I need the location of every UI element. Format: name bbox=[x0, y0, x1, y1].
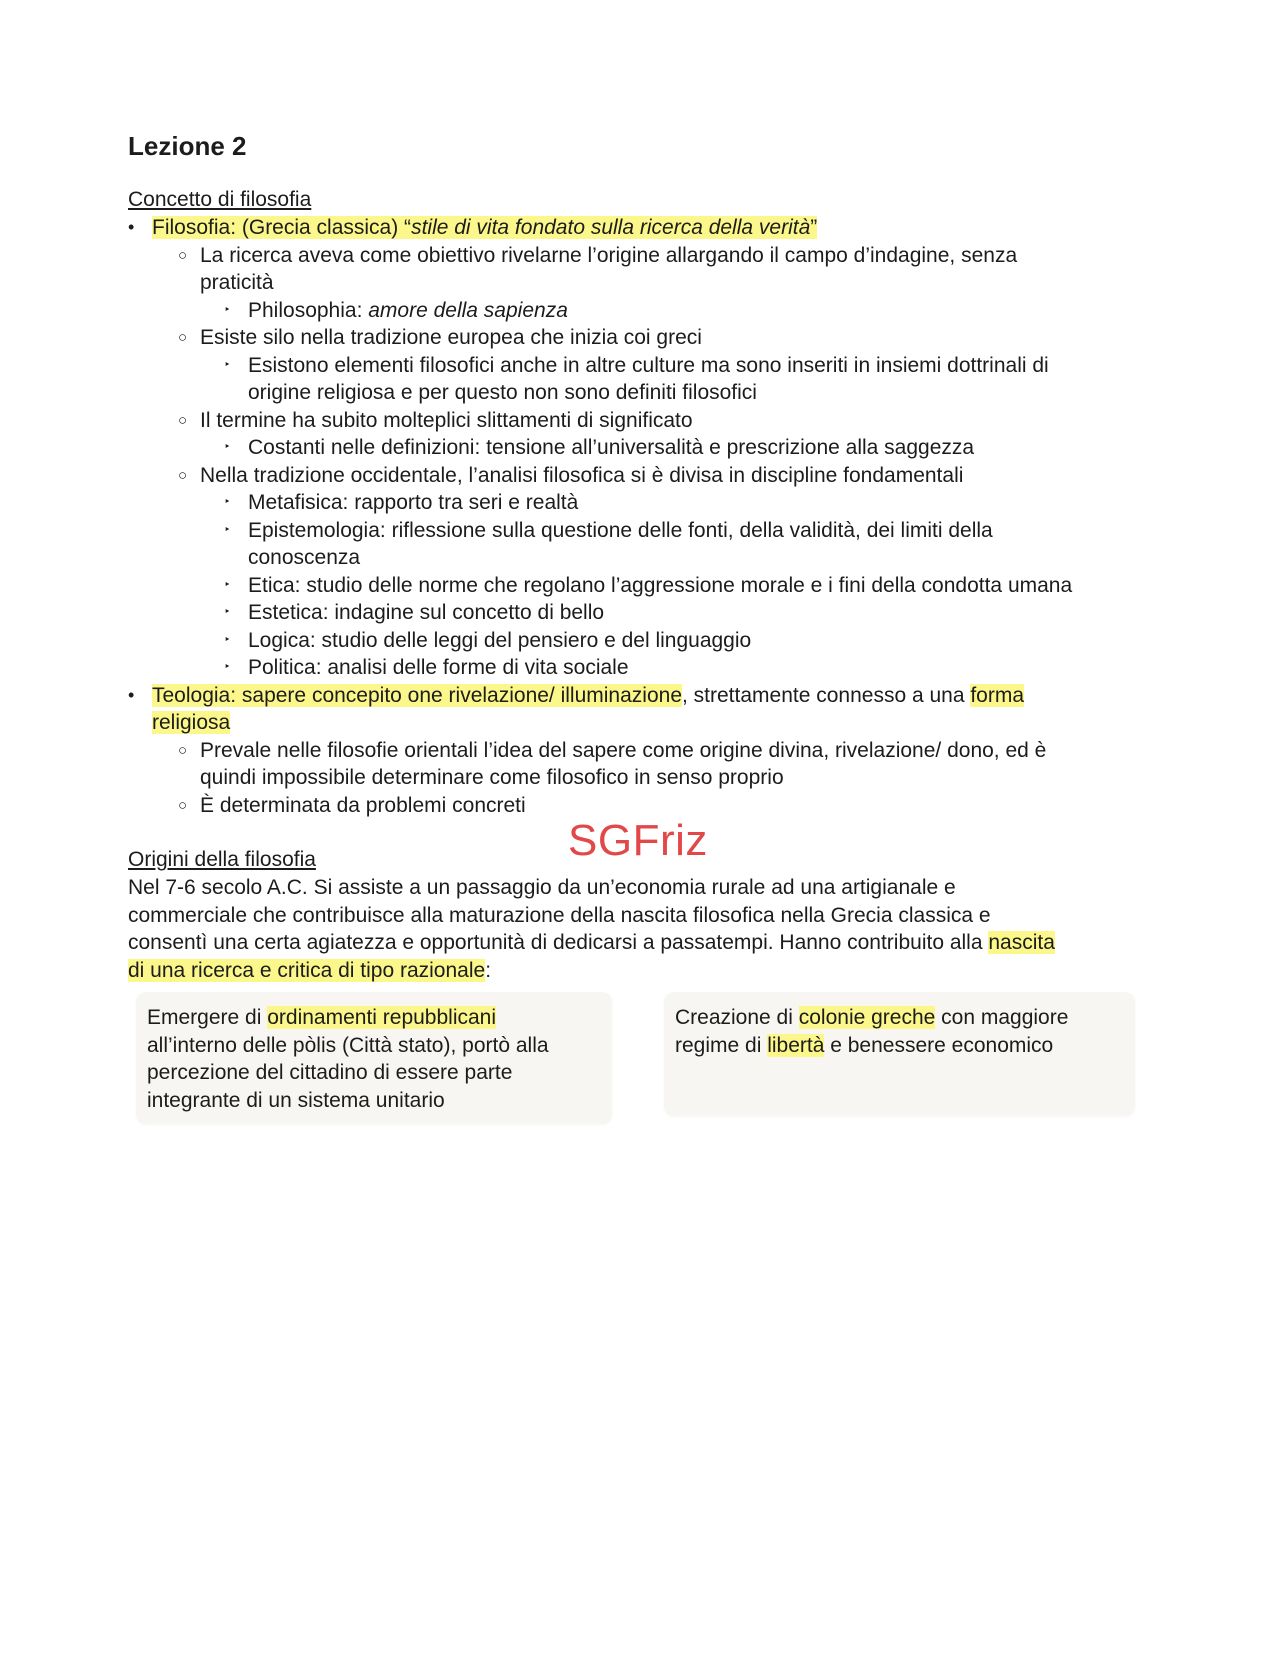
discipline-item-continuation: conoscenza bbox=[248, 546, 361, 569]
highlight: libertà bbox=[767, 1033, 825, 1057]
highlight: forma bbox=[970, 683, 1025, 707]
sub-sub-bullet-continuation: origine religiosa e per questo non sono definiti filosofici bbox=[248, 381, 757, 404]
discipline-item: ‣ Estetica: indagine sul concetto di bello bbox=[128, 599, 1168, 627]
watermark: SGFriz bbox=[568, 816, 708, 865]
triangle-bullet-icon: ‣ bbox=[224, 496, 231, 508]
bullet-teologia: • Teologia: sapere concepito one rivelazione/ illuminazione, strettamente connesso a una forma bbox=[128, 682, 1168, 710]
bullet-continuation bbox=[128, 709, 1168, 737]
sub-bullet: ○ Il termine ha subito molteplici slittamenti di significato bbox=[128, 407, 1168, 435]
circle-bullet-icon: ○ bbox=[178, 411, 188, 429]
circle-bullet-icon: ○ bbox=[178, 329, 188, 346]
circle-bullet-icon: ○ bbox=[178, 466, 188, 484]
triangle-bullet-icon: ‣ bbox=[224, 523, 231, 536]
bullet-icon: • bbox=[128, 217, 135, 237]
discipline-item: ‣ Epistemologia: riflessione sulla questione delle fonti, della validità, dei limiti della bbox=[128, 517, 1168, 545]
triangle-bullet-icon: ‣ bbox=[224, 358, 231, 371]
bullet-filosofia bbox=[128, 214, 1168, 242]
sub-bullet: ○ È determinata da problemi concreti bbox=[128, 792, 1168, 820]
discipline-item: ‣ Logica: studio delle leggi del pensiero e del linguaggio bbox=[128, 627, 1168, 655]
circle-bullet-icon: ○ bbox=[178, 796, 188, 814]
highlight: di una ricerca e critica di tipo razionale bbox=[128, 958, 486, 982]
sub-sub-bullet: ‣ Philosophia: amore della sapienza bbox=[128, 297, 1168, 325]
sub-bullet-continuation: praticità bbox=[200, 271, 274, 294]
sub-sub-bullet: ‣ Costanti nelle definizioni: tensione all’universalità e prescrizione alla saggezza bbox=[128, 434, 1168, 462]
section-heading-concetto: Concetto di filosofia bbox=[128, 188, 312, 211]
sub-sub-bullet: ‣ Esistono elementi filosofici anche in altre culture ma sono inseriti in insiemi dottrinali di bbox=[128, 352, 1168, 380]
section-heading-origini: Origini della filosofia bbox=[128, 848, 316, 871]
sub-bullet: ○ La ricerca aveva come obiettivo rivelarne l’origine allargando il campo d’indagine, senza bbox=[128, 242, 1168, 270]
highlight: nascita bbox=[988, 931, 1055, 954]
triangle-bullet-icon: ‣ bbox=[224, 578, 231, 591]
note-box-colonie: Creazione di colonie greche con maggiore regime di libertà e benessere economico bbox=[664, 992, 1135, 1116]
bullet-icon: • bbox=[128, 684, 135, 705]
sub-bullet: ○ Esiste silo nella tradizione europea che inizia coi greci bbox=[128, 324, 1168, 352]
paragraph-origini: Nel 7-6 secolo A.C. Si assiste a un passaggio da un’economia rurale ad una artigianale e commerciale che contribuisce alla maturazione della nascita filosofica nella Grecia classica e consentì una certa agiatezza e opportunità di dedicarsi a passatempi. Hanno contribuito alla nascita di una ricerca e critica di tipo razionale: bbox=[128, 876, 1055, 982]
highlight: Teologia: sapere concepito one rivelazione/ illuminazione bbox=[152, 683, 682, 707]
sub-bullet: ○ Nella tradizione occidentale, l’analisi filosofica si è divisa in discipline fondamentali bbox=[128, 462, 1168, 490]
highlight: ordinamenti repubblicani bbox=[267, 1006, 497, 1029]
sub-bullet-continuation: quindi impossibile determinare come filosofico in senso proprio bbox=[200, 766, 784, 789]
discipline-item: ‣ Etica: studio delle norme che regolano l’aggressione morale e i fini della condotta umana bbox=[128, 572, 1168, 600]
highlight: religiosa bbox=[152, 711, 231, 734]
note-box-repubblicani: Emergere di ordinamenti repubblicani all’interno delle pòlis (Città stato), portò alla percezione del cittadino di essere parte integrante di un sistema unitario bbox=[136, 992, 612, 1124]
page-title: Lezione 2 bbox=[128, 131, 247, 161]
sub-bullet: ○ Prevale nelle filosofie orientali l’idea del sapere come origine divina, rivelazione/ dono, ed è bbox=[128, 737, 1168, 765]
triangle-bullet-icon: ‣ bbox=[224, 661, 231, 673]
triangle-bullet-icon: ‣ bbox=[224, 303, 231, 316]
highlight: Filosofia: (Grecia classica) “stile di vita fondato sulla ricerca della verità” bbox=[152, 216, 818, 239]
triangle-bullet-icon: ‣ bbox=[224, 633, 231, 646]
triangle-bullet-icon: ‣ bbox=[224, 441, 231, 453]
highlight: colonie greche bbox=[798, 1006, 936, 1029]
circle-bullet-icon: ○ bbox=[178, 741, 188, 759]
discipline-item: ‣ Metafisica: rapporto tra seri e realtà bbox=[128, 489, 1168, 517]
triangle-bullet-icon: ‣ bbox=[224, 606, 231, 618]
discipline-item: ‣ Politica: analisi delle forme di vita sociale bbox=[128, 654, 1168, 682]
circle-bullet-icon: ○ bbox=[178, 246, 188, 264]
